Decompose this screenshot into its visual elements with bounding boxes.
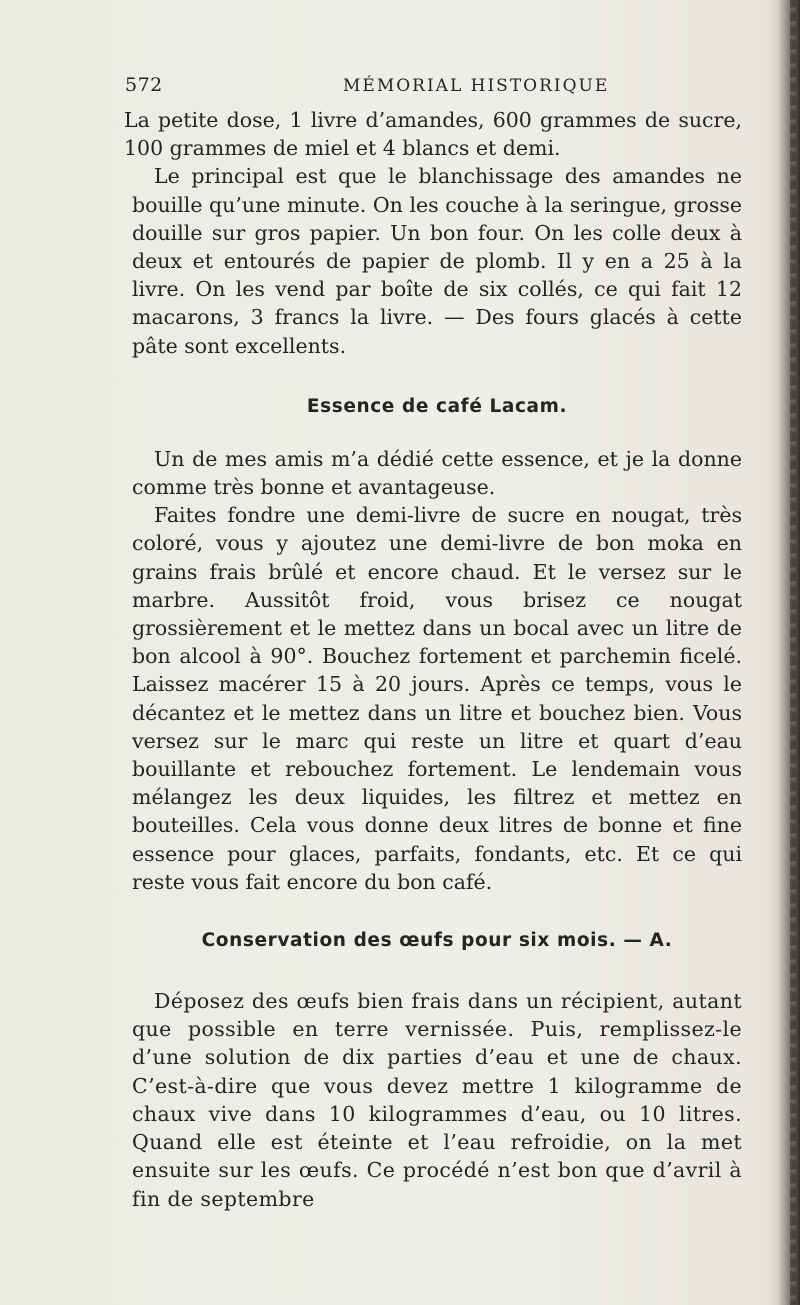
section-heading-essence-cafe: Essence de café Lacam. [306,395,568,417]
paragraph-essence-recipe: Faites fondre une demi-livre de sucre en nougat, très coloré, vous y ajoutez une demi-livre de bon moka en grains frais brûlé et encore chaud. Et le versez sur le marbre. Aussitôt froid, vous brisez ce nougat grossièrement et le mettez dans un bocal avec un litre de bon alcool à 90°. Bouchez fortement et parchemin ficelé. Laissez macérer 15 à 20 jours. Après ce temps, vous le décantez et le mettez dans un litre et bouchez bien. Vous versez sur le marc qui reste un litre et quart d’eau bouillante et rebouchez fortement. Le lendemain vous mélangez les deux liquides, les filtrez et mettez en bouteilles. Cela vous donne deux litres de bonne et fine essence pour glaces, parfaits, fondants, etc. Et ce qui reste vous fait encore du bon café. [132,503,742,894]
running-head: MÉMORIAL HISTORIQUE [343,76,610,96]
page-header [125,74,745,104]
paragraph-petite-dose: La petite dose, 1 livre d’amandes, 600 grammes de sucre, 100 grammes de miel et 4 blancs et demi. [124,108,742,161]
section-heading-conservation-oeufs: Conservation des œufs pour six mois. — A. [201,930,673,952]
paragraph-conservation-recipe: Déposez des œufs bien frais dans un récipient, autant que possible en terre vernissée. Puis, remplissez-le d’une solution de dix parties d’eau et une de chaux. C’est-à-dire que vous devez mettre 1 kilogramme de chaux vive dans 10 kilogrammes d’eau, ou 10 litres. Quand elle est éteinte et l’eau refroidie, on la met ensuite sur les œufs. Ce procédé n’est bon que d’avril à fin de septembre [132,989,742,1211]
paragraph-essence-intro: Un de mes amis m’a dédié cette essence, et je la donne comme très bonne et avantageuse. [132,446,742,500]
page-binding-edge [790,0,796,1305]
page-body [124,106,742,1213]
page-number: 572 [125,74,163,96]
paragraph-blanchissage: Le principal est que le blanchissage des amandes ne bouille qu’une minute. On les couche à la seringue, grosse douille sur gros papier. Un bon four. On les colle deux à deux et entourés de papier de plomb. Il y en a 25 à la livre. On les vend par boîte de six collés, ce qui fait 12 macarons, 3 francs la livre. — Des fours glacés à cette pâte sont excellents. [132,164,742,358]
